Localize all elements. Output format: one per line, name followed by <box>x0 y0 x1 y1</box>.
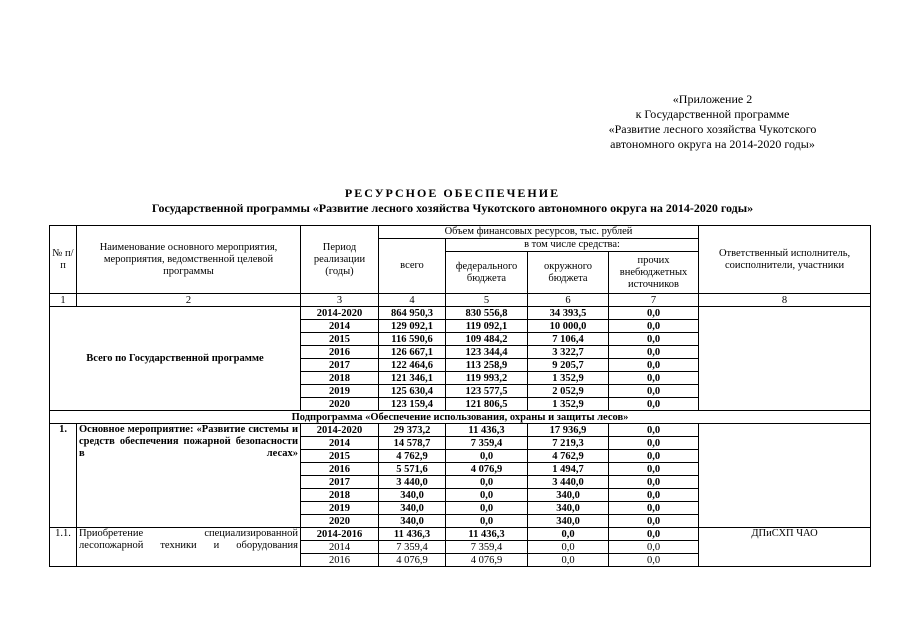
period-cell: 2017 <box>301 359 379 372</box>
table-row <box>50 528 871 541</box>
federal-cell: 830 556,8 <box>446 307 528 320</box>
other-cell: 0,0 <box>609 333 699 346</box>
responsible-cell <box>699 307 871 411</box>
federal-cell: 0,0 <box>446 502 528 515</box>
header-volume: Объем финансовых ресурсов, тыс. рублей <box>379 226 699 239</box>
column-number: 1 <box>50 294 77 307</box>
federal-cell: 11 436,3 <box>446 424 528 437</box>
federal-cell: 123 344,4 <box>446 346 528 359</box>
district-cell: 7 106,4 <box>528 333 609 346</box>
total-cell: 11 436,3 <box>379 528 446 541</box>
column-numbers-row <box>50 294 871 307</box>
period-cell: 2016 <box>301 463 379 476</box>
period-cell: 2014-2016 <box>301 528 379 541</box>
total-cell: 122 464,6 <box>379 359 446 372</box>
row-name: Основное мероприятие: «Развитие системы и средств обеспечения пожарной безопасности в лесах» <box>77 424 301 528</box>
document-title: РЕСУРСНОЕ ОБЕСПЕЧЕНИЕ <box>344 186 561 200</box>
total-cell: 126 667,1 <box>379 346 446 359</box>
federal-cell: 121 806,5 <box>446 398 528 411</box>
other-cell: 0,0 <box>609 437 699 450</box>
other-cell: 0,0 <box>609 541 699 554</box>
other-cell: 0,0 <box>609 385 699 398</box>
other-cell: 0,0 <box>609 359 699 372</box>
other-cell: 0,0 <box>609 528 699 541</box>
district-cell: 1 494,7 <box>528 463 609 476</box>
other-cell: 0,0 <box>609 463 699 476</box>
total-cell: 340,0 <box>379 515 446 528</box>
period-cell: 2016 <box>301 346 379 359</box>
federal-cell: 119 993,2 <box>446 372 528 385</box>
total-cell: 340,0 <box>379 502 446 515</box>
responsible-cell: ДПиСХП ЧАО <box>699 528 871 567</box>
total-cell: 864 950,3 <box>379 307 446 320</box>
period-cell: 2019 <box>301 385 379 398</box>
period-cell: 2014-2020 <box>301 424 379 437</box>
district-cell: 3 440,0 <box>528 476 609 489</box>
period-cell: 2016 <box>301 554 379 567</box>
other-cell: 0,0 <box>609 307 699 320</box>
column-number: 3 <box>301 294 379 307</box>
federal-cell: 4 076,9 <box>446 463 528 476</box>
period-cell: 2020 <box>301 515 379 528</box>
column-number: 6 <box>528 294 609 307</box>
federal-cell: 7 359,4 <box>446 541 528 554</box>
row-number: 1.1. <box>50 528 77 567</box>
district-cell: 340,0 <box>528 489 609 502</box>
column-number: 7 <box>609 294 699 307</box>
federal-cell: 123 577,5 <box>446 385 528 398</box>
header-federal: федерального бюджета <box>446 252 528 294</box>
district-cell: 340,0 <box>528 502 609 515</box>
period-cell: 2019 <box>301 502 379 515</box>
period-cell: 2018 <box>301 489 379 502</box>
appendix-line: к Государственной программе <box>635 107 790 121</box>
period-cell: 2014 <box>301 541 379 554</box>
federal-cell: 7 359,4 <box>446 437 528 450</box>
appendix-line: автономного округа на 2014-2020 годы» <box>610 137 815 151</box>
district-cell: 0,0 <box>528 541 609 554</box>
period-cell: 2014 <box>301 437 379 450</box>
header-period: Период реализации (годы) <box>301 226 379 294</box>
period-cell: 2020 <box>301 398 379 411</box>
federal-cell: 0,0 <box>446 489 528 502</box>
period-cell: 2014-2020 <box>301 307 379 320</box>
total-cell: 3 440,0 <box>379 476 446 489</box>
district-cell: 34 393,5 <box>528 307 609 320</box>
federal-cell: 4 076,9 <box>446 554 528 567</box>
table-row <box>50 307 871 320</box>
total-cell: 4 076,9 <box>379 554 446 567</box>
federal-cell: 119 092,1 <box>446 320 528 333</box>
responsible-cell <box>699 424 871 528</box>
total-cell: 5 571,6 <box>379 463 446 476</box>
total-cell: 121 346,1 <box>379 372 446 385</box>
period-cell: 2015 <box>301 333 379 346</box>
header-name: Наименование основного мероприятия, мероприятия, ведомственной целевой программы <box>77 226 301 294</box>
header-other: прочих внебюджетных источников <box>609 252 699 294</box>
total-cell: 123 159,4 <box>379 398 446 411</box>
other-cell: 0,0 <box>609 554 699 567</box>
district-cell: 1 352,9 <box>528 398 609 411</box>
resource-table <box>49 225 871 567</box>
subprogram-row <box>50 411 871 424</box>
other-cell: 0,0 <box>609 476 699 489</box>
column-number: 5 <box>446 294 528 307</box>
other-cell: 0,0 <box>609 450 699 463</box>
other-cell: 0,0 <box>609 502 699 515</box>
district-cell: 2 052,9 <box>528 385 609 398</box>
header-responsible: Ответственный исполнитель, соисполнители, участники <box>699 226 871 294</box>
federal-cell: 109 484,2 <box>446 333 528 346</box>
header-including: в том числе средства: <box>446 239 699 252</box>
total-cell: 340,0 <box>379 489 446 502</box>
other-cell: 0,0 <box>609 489 699 502</box>
period-cell: 2014 <box>301 320 379 333</box>
appendix-note <box>590 92 835 152</box>
district-cell: 0,0 <box>528 554 609 567</box>
table-header <box>50 226 871 307</box>
row-number: 1. <box>50 424 77 528</box>
period-cell: 2015 <box>301 450 379 463</box>
other-cell: 0,0 <box>609 398 699 411</box>
total-cell: 29 373,2 <box>379 424 446 437</box>
district-cell: 4 762,9 <box>528 450 609 463</box>
row-name: Всего по Государственной программе <box>50 307 301 411</box>
federal-cell: 0,0 <box>446 476 528 489</box>
district-cell: 3 322,7 <box>528 346 609 359</box>
total-cell: 116 590,6 <box>379 333 446 346</box>
district-cell: 9 205,7 <box>528 359 609 372</box>
header-district: окружного бюджета <box>528 252 609 294</box>
total-cell: 125 630,4 <box>379 385 446 398</box>
table-row <box>50 424 871 437</box>
appendix-line: «Развитие лесного хозяйства Чукотского <box>608 122 817 136</box>
appendix-line: «Приложение 2 <box>672 92 753 106</box>
other-cell: 0,0 <box>609 424 699 437</box>
header-num: № п/п <box>50 226 77 294</box>
district-cell: 7 219,3 <box>528 437 609 450</box>
column-number: 2 <box>77 294 301 307</box>
total-cell: 14 578,7 <box>379 437 446 450</box>
other-cell: 0,0 <box>609 320 699 333</box>
district-cell: 10 000,0 <box>528 320 609 333</box>
period-cell: 2018 <box>301 372 379 385</box>
period-cell: 2017 <box>301 476 379 489</box>
other-cell: 0,0 <box>609 346 699 359</box>
district-cell: 340,0 <box>528 515 609 528</box>
column-number: 4 <box>379 294 446 307</box>
federal-cell: 11 436,3 <box>446 528 528 541</box>
document-subtitle: Государственной программы «Развитие лесного хозяйства Чукотского автономного округа на 2014-2020 годы» <box>151 201 754 215</box>
district-cell: 0,0 <box>528 528 609 541</box>
federal-cell: 0,0 <box>446 450 528 463</box>
other-cell: 0,0 <box>609 515 699 528</box>
total-cell: 129 092,1 <box>379 320 446 333</box>
federal-cell: 0,0 <box>446 515 528 528</box>
other-cell: 0,0 <box>609 372 699 385</box>
subprogram-title: Подпрограмма «Обеспечение использования, охраны и защиты лесов» <box>50 411 871 424</box>
district-cell: 17 936,9 <box>528 424 609 437</box>
table-body <box>50 307 871 567</box>
header-total: всего <box>379 239 446 294</box>
total-cell: 7 359,4 <box>379 541 446 554</box>
row-name: Приобретение специализированной лесопожарной техники и оборудования <box>77 528 301 567</box>
column-number: 8 <box>699 294 871 307</box>
federal-cell: 113 258,9 <box>446 359 528 372</box>
district-cell: 1 352,9 <box>528 372 609 385</box>
total-cell: 4 762,9 <box>379 450 446 463</box>
